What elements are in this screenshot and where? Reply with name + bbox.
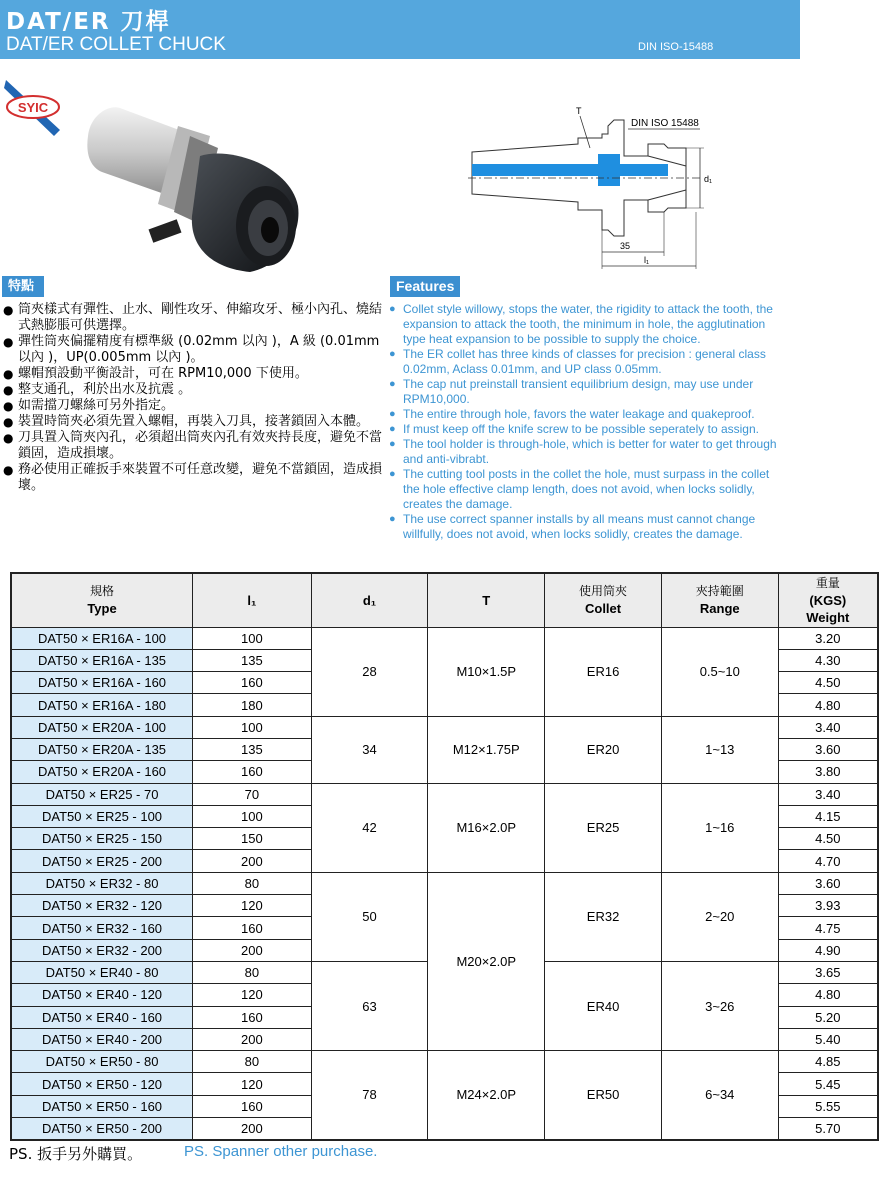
cell-weight: 4.80 (778, 694, 878, 716)
header-weight: 重量 (KGS) Weight (778, 573, 878, 627)
cell-l1: 180 (193, 694, 312, 716)
features-cn-list (3, 302, 383, 494)
list-item: ● 如需擋刀螺絲可另外指定。 (3, 398, 383, 414)
cell-weight: 4.90 (778, 939, 878, 961)
product-photo (80, 96, 310, 276)
list-item: ● The tool holder is through-hole, which is better for water to get through and anti-vibrabt. (389, 437, 789, 467)
cell-weight: 4.30 (778, 649, 878, 671)
drawing-label-t: T (576, 106, 582, 116)
cell-type: DAT50 × ER40 - 80 (11, 961, 193, 983)
cell-t: M16×2.0P (428, 783, 545, 872)
cell-l1: 135 (193, 649, 312, 671)
drawing-label-l1: l₁ (644, 255, 650, 265)
cell-type: DAT50 × ER50 - 80 (11, 1051, 193, 1073)
features-cn-tag: 特點 (2, 276, 44, 297)
cell-weight: 5.55 (778, 1095, 878, 1117)
cell-type: DAT50 × ER32 - 80 (11, 872, 193, 894)
cell-type: DAT50 × ER25 - 100 (11, 805, 193, 827)
cell-weight: 3.40 (778, 783, 878, 805)
list-item: ● 整支通孔，利於出水及抗震 。 (3, 382, 383, 398)
cell-l1: 120 (193, 984, 312, 1006)
list-item: ● 筒夾樣式有彈性、止水、剛性攻牙、伸縮攻牙、極小內孔、燒結式熱膨脹可供選擇。 (3, 302, 383, 334)
cell-l1: 150 (193, 828, 312, 850)
cell-type: DAT50 × ER50 - 200 (11, 1118, 193, 1140)
technical-drawing (468, 104, 730, 274)
cell-l1: 70 (193, 783, 312, 805)
cell-weight: 5.40 (778, 1028, 878, 1050)
cell-type: DAT50 × ER25 - 70 (11, 783, 193, 805)
cell-collet: ER20 (545, 716, 662, 783)
cell-d1: 42 (311, 783, 428, 872)
cell-l1: 200 (193, 850, 312, 872)
list-item: ● 彈性筒夾偏擺精度有標準級 (0.02mm 以內 )，A 級 (0.01mm 以內 )，UP(0.005mm 以內 )。 (3, 334, 383, 366)
cell-l1: 135 (193, 738, 312, 760)
table-row (11, 627, 878, 649)
cell-l1: 80 (193, 1051, 312, 1073)
syic-logo (2, 74, 68, 140)
cell-weight: 4.70 (778, 850, 878, 872)
footnote-cn: PS. 扳手另外購買。 (9, 1145, 143, 1163)
cell-type: DAT50 × ER25 - 150 (11, 828, 193, 850)
cell-l1: 160 (193, 672, 312, 694)
header-t: T (428, 573, 545, 627)
cell-range: 2~20 (661, 872, 778, 961)
cell-weight: 5.70 (778, 1118, 878, 1140)
header-range: 夾持範圍 Range (661, 573, 778, 627)
cell-type: DAT50 × ER16A - 100 (11, 627, 193, 649)
footnote-en: PS. Spanner other purchase. (184, 1143, 378, 1160)
cell-weight: 3.60 (778, 738, 878, 760)
header-l1: l₁ (193, 573, 312, 627)
cell-type: DAT50 × ER40 - 160 (11, 1006, 193, 1028)
list-item: ● The cap nut preinstall transient equilibrium design, may use under RPM10,000. (389, 377, 789, 407)
cell-weight: 3.20 (778, 627, 878, 649)
cell-type: DAT50 × ER32 - 200 (11, 939, 193, 961)
cell-type: DAT50 × ER32 - 120 (11, 895, 193, 917)
list-item: ● The entire through hole, favors the water leakage and quakeproof. (389, 407, 789, 422)
cell-weight: 4.75 (778, 917, 878, 939)
cell-l1: 160 (193, 1006, 312, 1028)
cell-range: 1~13 (661, 716, 778, 783)
cell-l1: 80 (193, 872, 312, 894)
cell-weight: 3.60 (778, 872, 878, 894)
table-header-row (11, 573, 878, 627)
cell-range: 0.5~10 (661, 627, 778, 716)
cell-range: 1~16 (661, 783, 778, 872)
cell-l1: 160 (193, 917, 312, 939)
cell-l1: 100 (193, 805, 312, 827)
cell-weight: 5.45 (778, 1073, 878, 1095)
cell-range: 3~26 (661, 961, 778, 1050)
cell-weight: 4.85 (778, 1051, 878, 1073)
list-item: ● 刀具置入筒夾內孔，必須超出筒夾內孔有效夾持長度，避免不當鎖固，造成損壞。 (3, 430, 383, 462)
header-banner (0, 0, 800, 59)
list-item: ● 裝置時筒夾必須先置入螺帽，再裝入刀具，接著鎖固入本體。 (3, 414, 383, 430)
cell-type: DAT50 × ER20A - 135 (11, 738, 193, 760)
cell-t: M12×1.75P (428, 716, 545, 783)
cell-weight: 3.40 (778, 716, 878, 738)
cell-weight: 3.93 (778, 895, 878, 917)
cell-t: M24×2.0P (428, 1051, 545, 1140)
cell-weight: 4.50 (778, 828, 878, 850)
cell-collet: ER50 (545, 1051, 662, 1140)
cell-l1: 100 (193, 716, 312, 738)
cell-l1: 160 (193, 761, 312, 783)
page-title: DAT/ER 刀桿 (6, 9, 171, 35)
table-row (11, 716, 878, 738)
cell-l1: 120 (193, 895, 312, 917)
cell-weight: 4.50 (778, 672, 878, 694)
logo-text: SYIC (17, 100, 49, 115)
cell-l1: 80 (193, 961, 312, 983)
drawing-label-d1: d₁ (704, 174, 713, 184)
cell-l1: 100 (193, 627, 312, 649)
cell-l1: 200 (193, 939, 312, 961)
cell-type: DAT50 × ER16A - 135 (11, 649, 193, 671)
features-en-list (389, 302, 789, 542)
page-subtitle: DAT/ER COLLET CHUCK (6, 34, 226, 55)
list-item: ● If must keep off the knife screw to be possible seperately to assign. (389, 422, 789, 437)
spec-table (10, 572, 879, 1141)
table-row (11, 783, 878, 805)
list-item: ● 務必使用正確扳手來裝置不可任意改變，避免不當鎖固，造成損壞。 (3, 462, 383, 494)
list-item: ● Collet style willowy, stops the water, the rigidity to attack the tooth, the expansion to attack the tooth, the minimum in hole, the agglutination type heat expansion to be possible to supply the choice. (389, 302, 789, 347)
cell-weight: 4.15 (778, 805, 878, 827)
cell-l1: 120 (193, 1073, 312, 1095)
cell-collet: ER25 (545, 783, 662, 872)
cell-type: DAT50 × ER25 - 200 (11, 850, 193, 872)
cell-type: DAT50 × ER50 - 120 (11, 1073, 193, 1095)
cell-type: DAT50 × ER32 - 160 (11, 917, 193, 939)
cell-range: 6~34 (661, 1051, 778, 1140)
list-item: ● The ER collet has three kinds of classes for precision : general class 0.02mm, Aclass 0.01mm, and UP class 0.05mm. (389, 347, 789, 377)
cell-d1: 34 (311, 716, 428, 783)
cell-collet: ER40 (545, 961, 662, 1050)
cell-type: DAT50 × ER16A - 180 (11, 694, 193, 716)
cell-d1: 28 (311, 627, 428, 716)
features-en-tag: Features (390, 276, 460, 297)
cell-type: DAT50 × ER16A - 160 (11, 672, 193, 694)
table-row (11, 872, 878, 894)
drawing-label-din: DIN ISO 15488 (631, 118, 699, 129)
cell-t: M20×2.0P (428, 872, 545, 1050)
cell-weight: 4.80 (778, 984, 878, 1006)
header-collet: 使用筒夾 Collet (545, 573, 662, 627)
cell-d1: 78 (311, 1051, 428, 1140)
drawing-label-35: 35 (620, 241, 631, 251)
cell-l1: 160 (193, 1095, 312, 1117)
cell-d1: 50 (311, 872, 428, 961)
list-item: ● 螺帽預設動平衡設計，可在 RPM10,000 下使用。 (3, 366, 383, 382)
cell-d1: 63 (311, 961, 428, 1050)
cell-type: DAT50 × ER50 - 160 (11, 1095, 193, 1117)
cell-weight: 5.20 (778, 1006, 878, 1028)
cell-collet: ER32 (545, 872, 662, 961)
header-d1: d₁ (311, 573, 428, 627)
list-item: ● The cutting tool posts in the collet the hole, must surpass in the collet the hole effective clamp length, does not avoid, when locks solidly, creates the damage. (389, 467, 789, 512)
cell-type: DAT50 × ER40 - 200 (11, 1028, 193, 1050)
standard-label: DIN ISO-15488 (638, 41, 714, 53)
header-type: 規格 Type (11, 573, 193, 627)
cell-type: DAT50 × ER20A - 160 (11, 761, 193, 783)
cell-weight: 3.80 (778, 761, 878, 783)
cell-l1: 200 (193, 1118, 312, 1140)
cell-weight: 3.65 (778, 961, 878, 983)
cell-collet: ER16 (545, 627, 662, 716)
list-item: ● The use correct spanner installs by all means must cannot change willfully, does not avoid, when locks solidly, creates the damage. (389, 512, 789, 542)
cell-l1: 200 (193, 1028, 312, 1050)
cell-t: M10×1.5P (428, 627, 545, 716)
cell-type: DAT50 × ER40 - 120 (11, 984, 193, 1006)
cell-type: DAT50 × ER20A - 100 (11, 716, 193, 738)
table-row (11, 1051, 878, 1073)
